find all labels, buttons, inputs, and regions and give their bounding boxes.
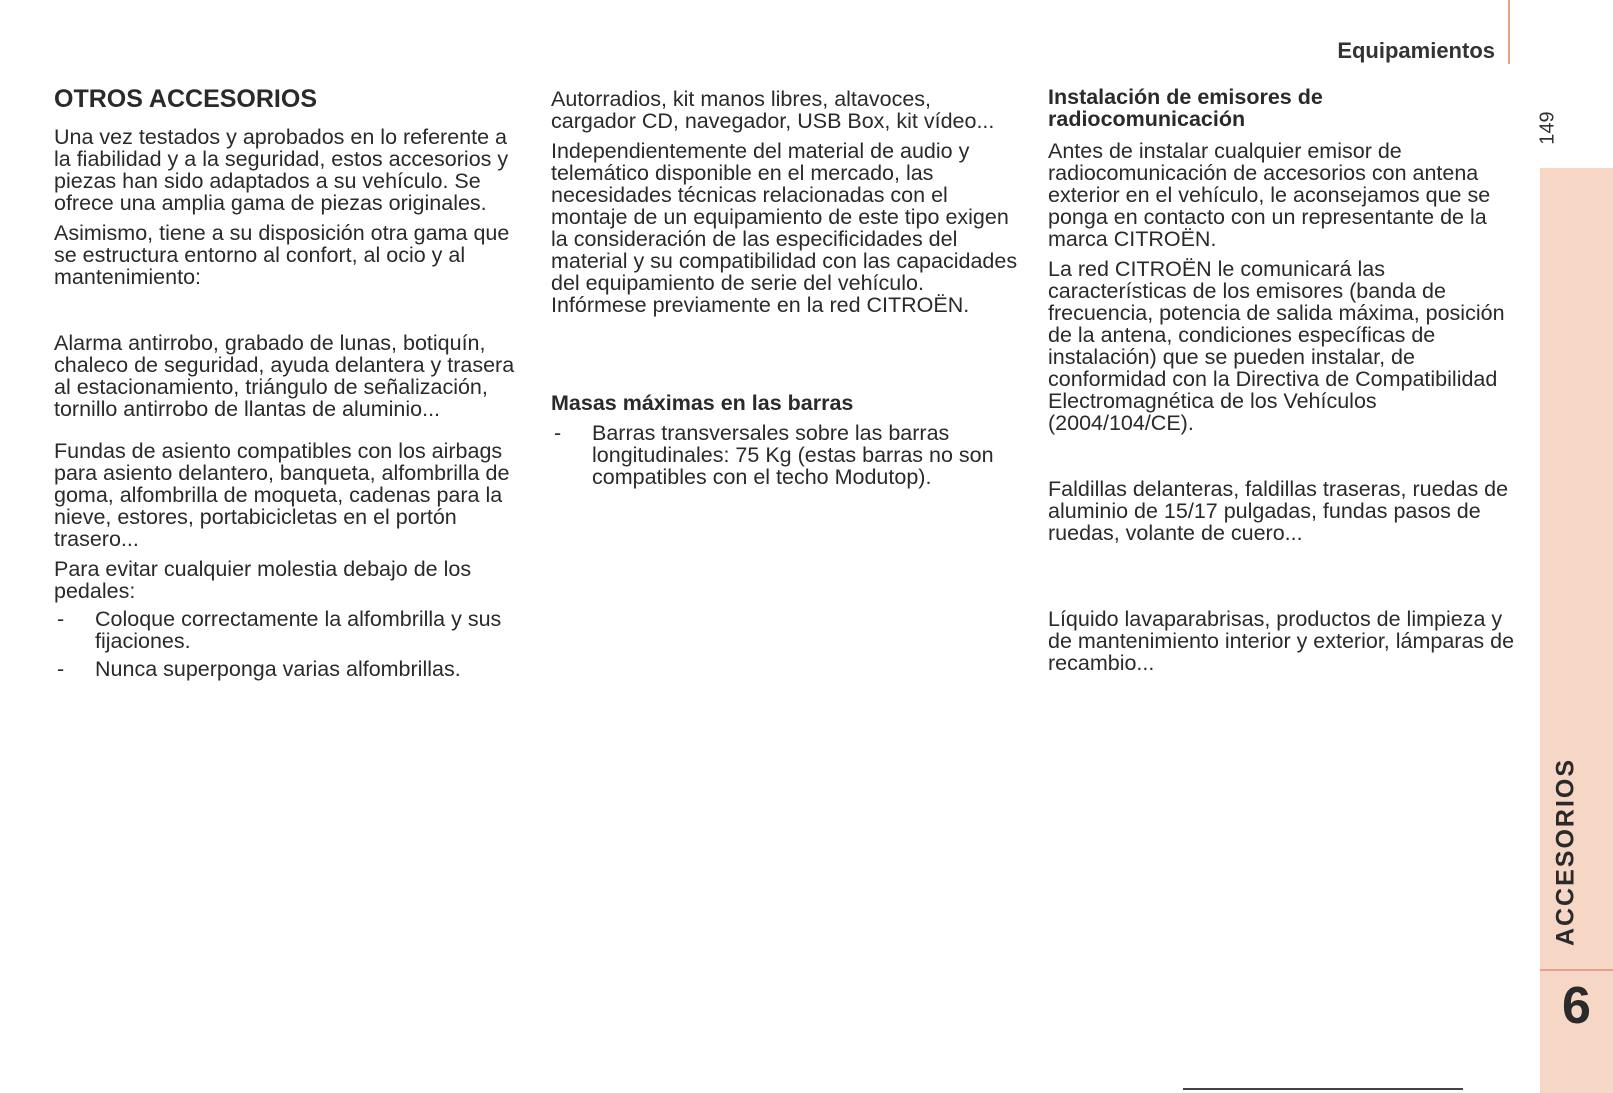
- loads-title: Masas máximas en las barras: [551, 391, 854, 415]
- security-paragraph: Alarma antirrobo, grabado de lunas, botiquín, chaleco de seguridad, ayuda delantera y trasera al estacionamiento, triángulo de señalización, tornillo antirrobo de llantas de aluminio...: [54, 331, 515, 421]
- chapter-tab-label: ACCESORIOS: [1551, 757, 1580, 947]
- comfort-paragraph: Fundas de asiento compatibles con los airbags para asiento delantero, banqueta, alfombrilla de goma, alfombrilla de moqueta, cadenas para la nieve, estores, portabicicletas en el portón trasero...: [54, 439, 510, 551]
- loads-list: [551, 422, 1021, 488]
- page-number: 149: [1536, 111, 1559, 145]
- column-right: [1048, 84, 1518, 674]
- header-rule: [1508, 0, 1510, 64]
- audio-paragraph: Autorradios, kit manos libres, altavoces, cargador CD, navegador, USB Box, kit vídeo...: [551, 87, 995, 133]
- pedals-intro: Para evitar cualquier molestia debajo de los pedales:: [54, 557, 472, 603]
- radio-paragraph: Antes de instalar cualquier emisor de radiocomunicación de accesorios con antena exterior en el vehículo, le aconsejamos que se ponga en contacto con un representante de la marca CITROËN.: [1048, 139, 1491, 251]
- chapter-side-tab: [1540, 168, 1613, 1093]
- audio-note-paragraph: Independientemente del material de audio y telemático disponible en el mercado, las necesidades técnicas relacionadas con el montaje de un equipamiento de este tipo exigen la consideración de las especificidades del material y su compatibilidad con las capacidades del equipamiento de serie del vehículo. Infórmese previamente en la red CITROËN.: [551, 139, 1018, 317]
- section-header: Equipamientos: [1337, 38, 1495, 63]
- list-item: - Nunca superponga varias alfombrillas.: [54, 658, 524, 680]
- radio-title: Instalación de emisores de radiocomunicación: [1048, 85, 1323, 131]
- exterior-paragraph: Faldillas delanteras, faldillas traseras, ruedas de aluminio de 15/17 pulgadas, fundas pasos de ruedas, volante de cuero...: [1048, 477, 1509, 545]
- column-left: [54, 84, 524, 680]
- radio-paragraph-2: La red CITROËN le comunicará las características de los emisores (banda de frecuencia, potencia de salida máxima, posición de la antena, condiciones específicas de instalación) que se pueden instalar, de conformidad con la Directiva de Compatibilidad Electromagnética de los Vehículos (2004/104/CE).: [1048, 257, 1505, 435]
- intro-paragraph-2: Asimismo, tiene a su disposición otra gama que se estructura entorno al confort, al ocio y al mantenimiento:: [54, 221, 510, 289]
- intro-paragraph: Una vez testados y aprobados en lo referente a la fiabilidad y a la seguridad, estos accesorios y piezas han sido adaptados a su vehículo. Se ofrece una amplia gama de piezas originales.: [54, 125, 509, 215]
- chapter-divider: [1540, 969, 1613, 971]
- footer-rule: [1183, 1088, 1463, 1090]
- pedals-list: [54, 608, 524, 680]
- maintenance-paragraph: Líquido lavaparabrisas, productos de limpieza y de mantenimiento interior y exterior, lámparas de recambio...: [1048, 607, 1515, 675]
- list-item: - Coloque correctamente la alfombrilla y sus fijaciones.: [54, 608, 524, 652]
- list-item: - Barras transversales sobre las barras longitudinales: 75 Kg (estas barras no son compatibles con el techo Modutop).: [551, 422, 1021, 488]
- column-middle: [551, 84, 1021, 488]
- section-title: OTROS ACCESORIOS: [54, 85, 317, 113]
- chapter-number: 6: [1562, 977, 1591, 1035]
